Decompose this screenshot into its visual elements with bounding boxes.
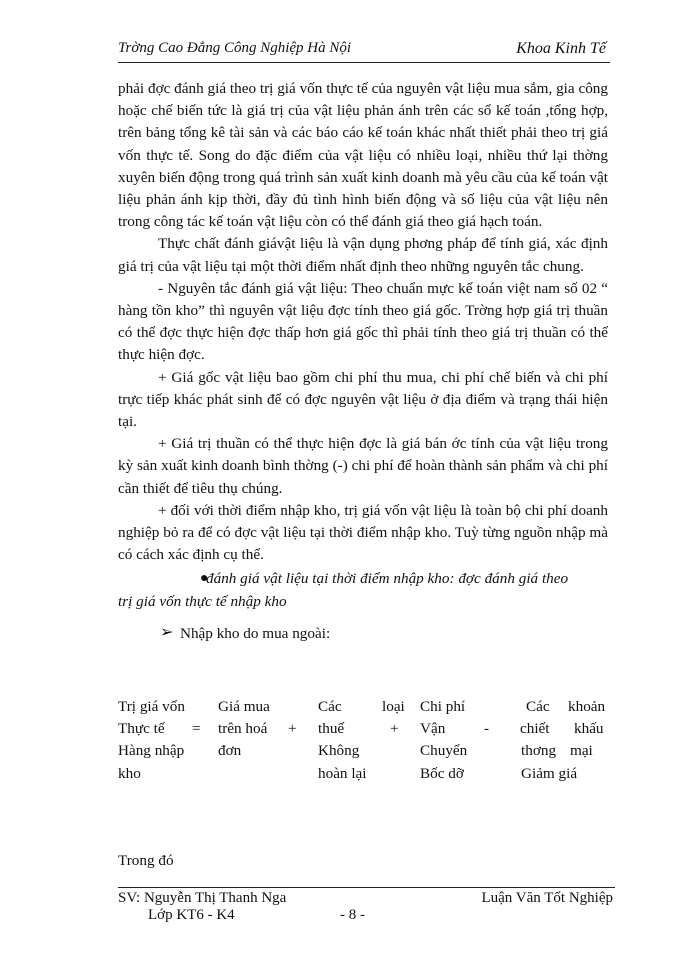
footer-student: SV: Nguyễn Thị Thanh Nga <box>118 890 287 906</box>
formula-term: hoàn lại <box>318 764 367 782</box>
formula-operator: = <box>192 720 201 738</box>
bullet-text: đánh giá vật liệu tại thời điểm nhập kho: đợc đánh giá theo <box>206 570 569 588</box>
paragraph-2: Thực chất đánh giávật liệu là vận dụng phơng pháp để tính giá, xác định giá trị của vật liệu tại một thời điểm nhất định theo những nguyên tắc chung. <box>118 235 608 275</box>
arrow-item <box>118 623 608 645</box>
formula-term: Các <box>318 698 342 715</box>
paragraph-4: + Giá gốc vật liệu bao gồm chi phí thu mua, chi phí chế biến và chi phí trực tiếp khác phát sinh để có đợc nguyên vật liệu ở địa điểm và trạng thái hiện tại. <box>118 368 608 431</box>
formula-term: thuế <box>318 720 345 738</box>
formula-term: Giảm giá <box>521 764 578 782</box>
formula-term: Bốc dỡ <box>420 764 464 782</box>
formula-row-1 <box>118 698 618 720</box>
formula-term: Hàng nhập <box>118 742 185 760</box>
formula-term: loại <box>382 698 405 715</box>
header-faculty: Khoa Kinh Tế <box>516 40 606 57</box>
formula-term: Vận <box>420 720 446 738</box>
paragraph-1: phải đợc đánh giá theo trị giá vốn thực tế của nguyên vật liệu mua sắm, gia công hoặc chế biến tức là giá trị của vật liệu phản ánh trên các sổ kế toán ,tổng hợp, trên bảng tổng kê tài sản và các báo cáo kế toán khác nhất thiết phải theo trị giá vốn thực tế. Song do đặc điểm của vật liệu có nhiều loại, nhiều thứ lại thờng xuyên biến động trong quá trình sản xuất kinh doanh mà yêu cầu của kế toán vật liệu phản ánh kịp thời, đầy đủ tình hình biến động và số liệu của vật liệu nên trong công tác kế toán vật liệu còn có thể đánh giá theo giá hạch toán. <box>118 80 608 231</box>
formula-term: Các <box>526 698 550 715</box>
page-header <box>118 40 610 63</box>
formula-term: đơn <box>218 742 242 760</box>
formula-term: Thực tế <box>118 720 165 738</box>
cost-formula <box>118 698 618 787</box>
formula-term: trên hoá <box>218 720 268 738</box>
formula-term: chiết <box>520 720 550 738</box>
formula-term: thơng <box>521 742 557 760</box>
footer-thesis: Luận Văn Tốt Nghiệp <box>481 890 613 906</box>
arrow-item-text: Nhập kho do mua ngoài: <box>180 624 331 642</box>
paragraph-6: + đối với thời điểm nhập kho, trị giá vốn vật liệu là toàn bộ chi phí doanh nghiệp bỏ ra để có đợc vật liệu tại thời điểm nhập kho. Tuỳ từng nguồn nhập mà có cách xác định cụ thể. <box>118 501 608 564</box>
formula-term: khấu <box>574 720 604 738</box>
paragraph-3: - Nguyên tắc đánh giá vật liệu: Theo chuẩn mực kế toán việt nam số 02 “ hàng tồn kho” thì nguyên vật liệu đợc tính theo giá gốc. Trờng hợp giá trị thuần có thể đợc thực hiện đợc thấp hơn giá gốc thì phải tính theo giá trị thuần có thể thực hiện đợc. <box>118 279 608 364</box>
formula-operator: + <box>288 720 297 738</box>
formula-row-2 <box>118 720 618 742</box>
bullet-item <box>118 568 608 590</box>
trong-do-label: Trong đó <box>118 852 174 869</box>
footer-class: Lớp KT6 - K4 <box>148 907 235 923</box>
formula-term: Không <box>318 742 360 760</box>
formula-row-4 <box>118 765 618 787</box>
formula-operator: - <box>484 720 490 738</box>
formula-term: Chuyển <box>420 742 468 760</box>
arrow-right-icon: ➢ <box>160 623 174 641</box>
formula-term: mại <box>570 742 593 760</box>
footer-divider <box>118 887 615 888</box>
header-school: Trờng Cao Đẳng Công Nghiệp Hà Nội <box>118 40 352 56</box>
paragraph-5: + Giá trị thuần có thể thực hiện đợc là giá bán ớc tính của vật liệu trong kỳ sản xuất kinh doanh bình thờng (-) chi phí để hoàn thành sản phẩm và chi phí cần thiết để tiêu thụ chúng. <box>118 435 608 497</box>
formula-row-3 <box>118 742 618 764</box>
bullet-continuation: trị giá vốn thực tế nhập kho <box>118 592 287 610</box>
page-number: - 8 - <box>340 907 365 923</box>
bullet-icon: ● <box>200 571 209 587</box>
formula-operator: + <box>390 720 399 738</box>
formula-term: Giá mua <box>218 698 270 715</box>
formula-term: Trị giá vốn <box>118 698 185 715</box>
page-footer <box>118 890 615 930</box>
formula-term: khoản <box>568 698 606 715</box>
formula-term: Chi phí <box>420 698 466 715</box>
document-body <box>118 78 608 645</box>
formula-term: kho <box>118 764 141 782</box>
